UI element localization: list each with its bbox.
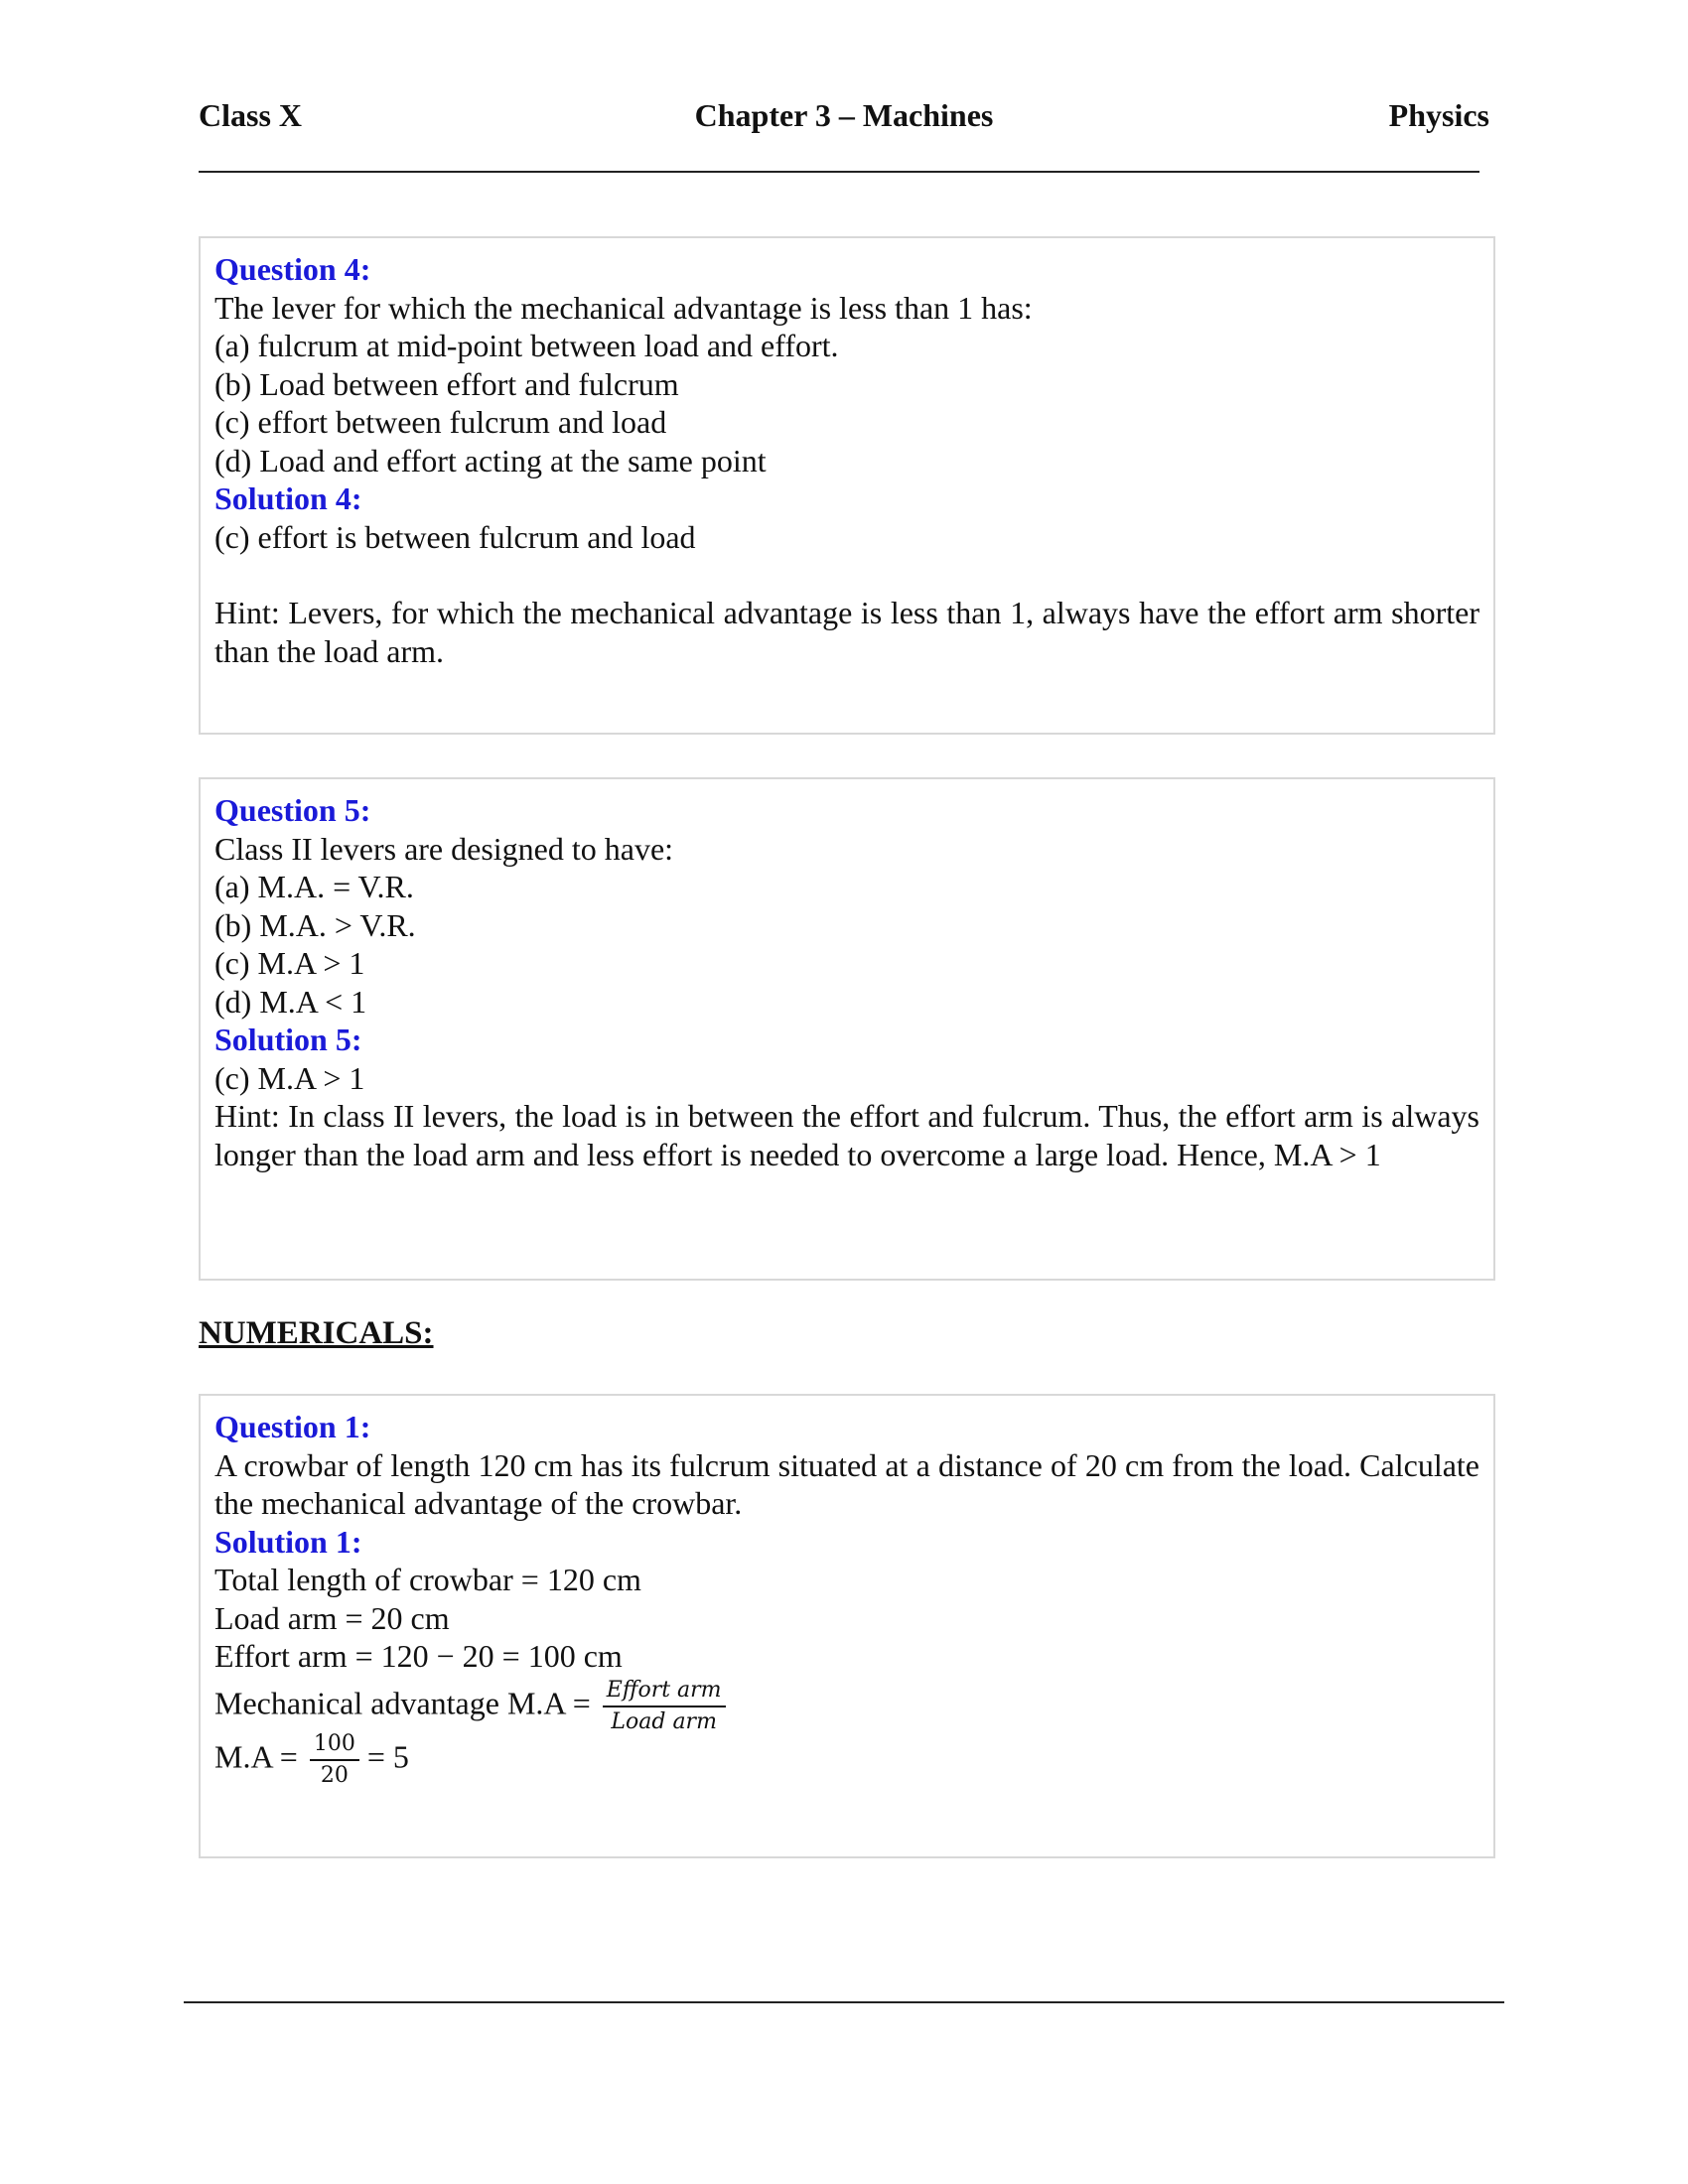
numerical-1-text: A crowbar of length 120 cm has its fulcrum situated at a distance of 20 cm from the load. Calculate the mechanical advantage of the crowbar.	[214, 1446, 1479, 1521]
ma-formula-denominator: Load arm	[611, 1708, 717, 1734]
ma-calculation	[214, 1729, 1479, 1788]
question-5-option-a: (a) M.A. = V.R.	[214, 869, 414, 904]
solution-line-effort-arm: Effort arm = 120 − 20 = 100 cm	[214, 1638, 623, 1674]
ma-formula-prefix: Mechanical advantage M.A =	[214, 1684, 591, 1720]
question-4-label: Question 4:	[214, 251, 371, 287]
footer-divider	[184, 2001, 1504, 2003]
question-4-text: The lever for which the mechanical advantage is less than 1 has:	[214, 289, 1033, 326]
ma-formula-fraction	[603, 1676, 726, 1737]
question-5-option-c: (c) M.A > 1	[214, 945, 365, 981]
header-chapter: Chapter 3 – Machines	[694, 97, 994, 133]
solution-5-answer: (c) M.A > 1	[214, 1059, 365, 1096]
question-4-box	[199, 236, 1495, 735]
question-4-option-a: (a) fulcrum at mid-point between load and effort.	[214, 328, 839, 363]
numerical-1-label: Question 1:	[214, 1409, 371, 1444]
question-5-text: Class II levers are designed to have:	[214, 830, 674, 867]
ma-calc-prefix: M.A =	[214, 1737, 298, 1774]
question-5-box	[199, 777, 1495, 1281]
question-4-option-c: (c) effort between fulcrum and load	[214, 404, 667, 440]
solution-line-total-length: Total length of crowbar = 120 cm	[214, 1562, 641, 1597]
header-divider	[199, 171, 1479, 173]
ma-formula	[214, 1676, 1479, 1734]
solution-4-answer: (c) effort is between fulcrum and load	[214, 518, 696, 555]
question-5-option-d: (d) M.A < 1	[214, 983, 367, 1020]
numericals-heading: NUMERICALS:	[199, 1315, 434, 1351]
page-header	[199, 97, 1489, 141]
question-4-option-d: (d) Load and effort acting at the same point	[214, 442, 767, 478]
spacer	[214, 556, 1479, 594]
ma-formula-numerator: Effort arm	[603, 1676, 726, 1707]
ma-calc-numerator: 100	[310, 1729, 359, 1761]
question-5-label: Question 5:	[214, 792, 371, 828]
numerical-solution-1-label: Solution 1:	[214, 1523, 362, 1560]
solution-4-label: Solution 4:	[214, 480, 362, 516]
ma-calc-result: = 5	[366, 1737, 409, 1774]
question-4-option-b: (b) Load between effort and fulcrum	[214, 365, 679, 402]
solution-line-load-arm: Load arm = 20 cm	[214, 1599, 450, 1636]
header-subject: Physics	[1388, 97, 1489, 133]
numerical-1-box	[199, 1394, 1495, 1858]
solution-5-hint: Hint: In class II levers, the load is in between the effort and fulcrum. Thus, the effort arm is always longer than the load arm and less effort is needed to overcome a large load. Hence, M.A > 1	[214, 1098, 1479, 1172]
ma-calc-fraction	[310, 1729, 359, 1791]
ma-calc-denominator: 20	[320, 1762, 349, 1788]
question-5-option-b: (b) M.A. > V.R.	[214, 906, 416, 943]
header-class: Class X	[199, 97, 303, 133]
solution-5-label: Solution 5:	[214, 1022, 362, 1057]
solution-4-hint: Hint: Levers, for which the mechanical advantage is less than 1, always have the effort arm shorter than the load arm.	[214, 595, 1479, 669]
